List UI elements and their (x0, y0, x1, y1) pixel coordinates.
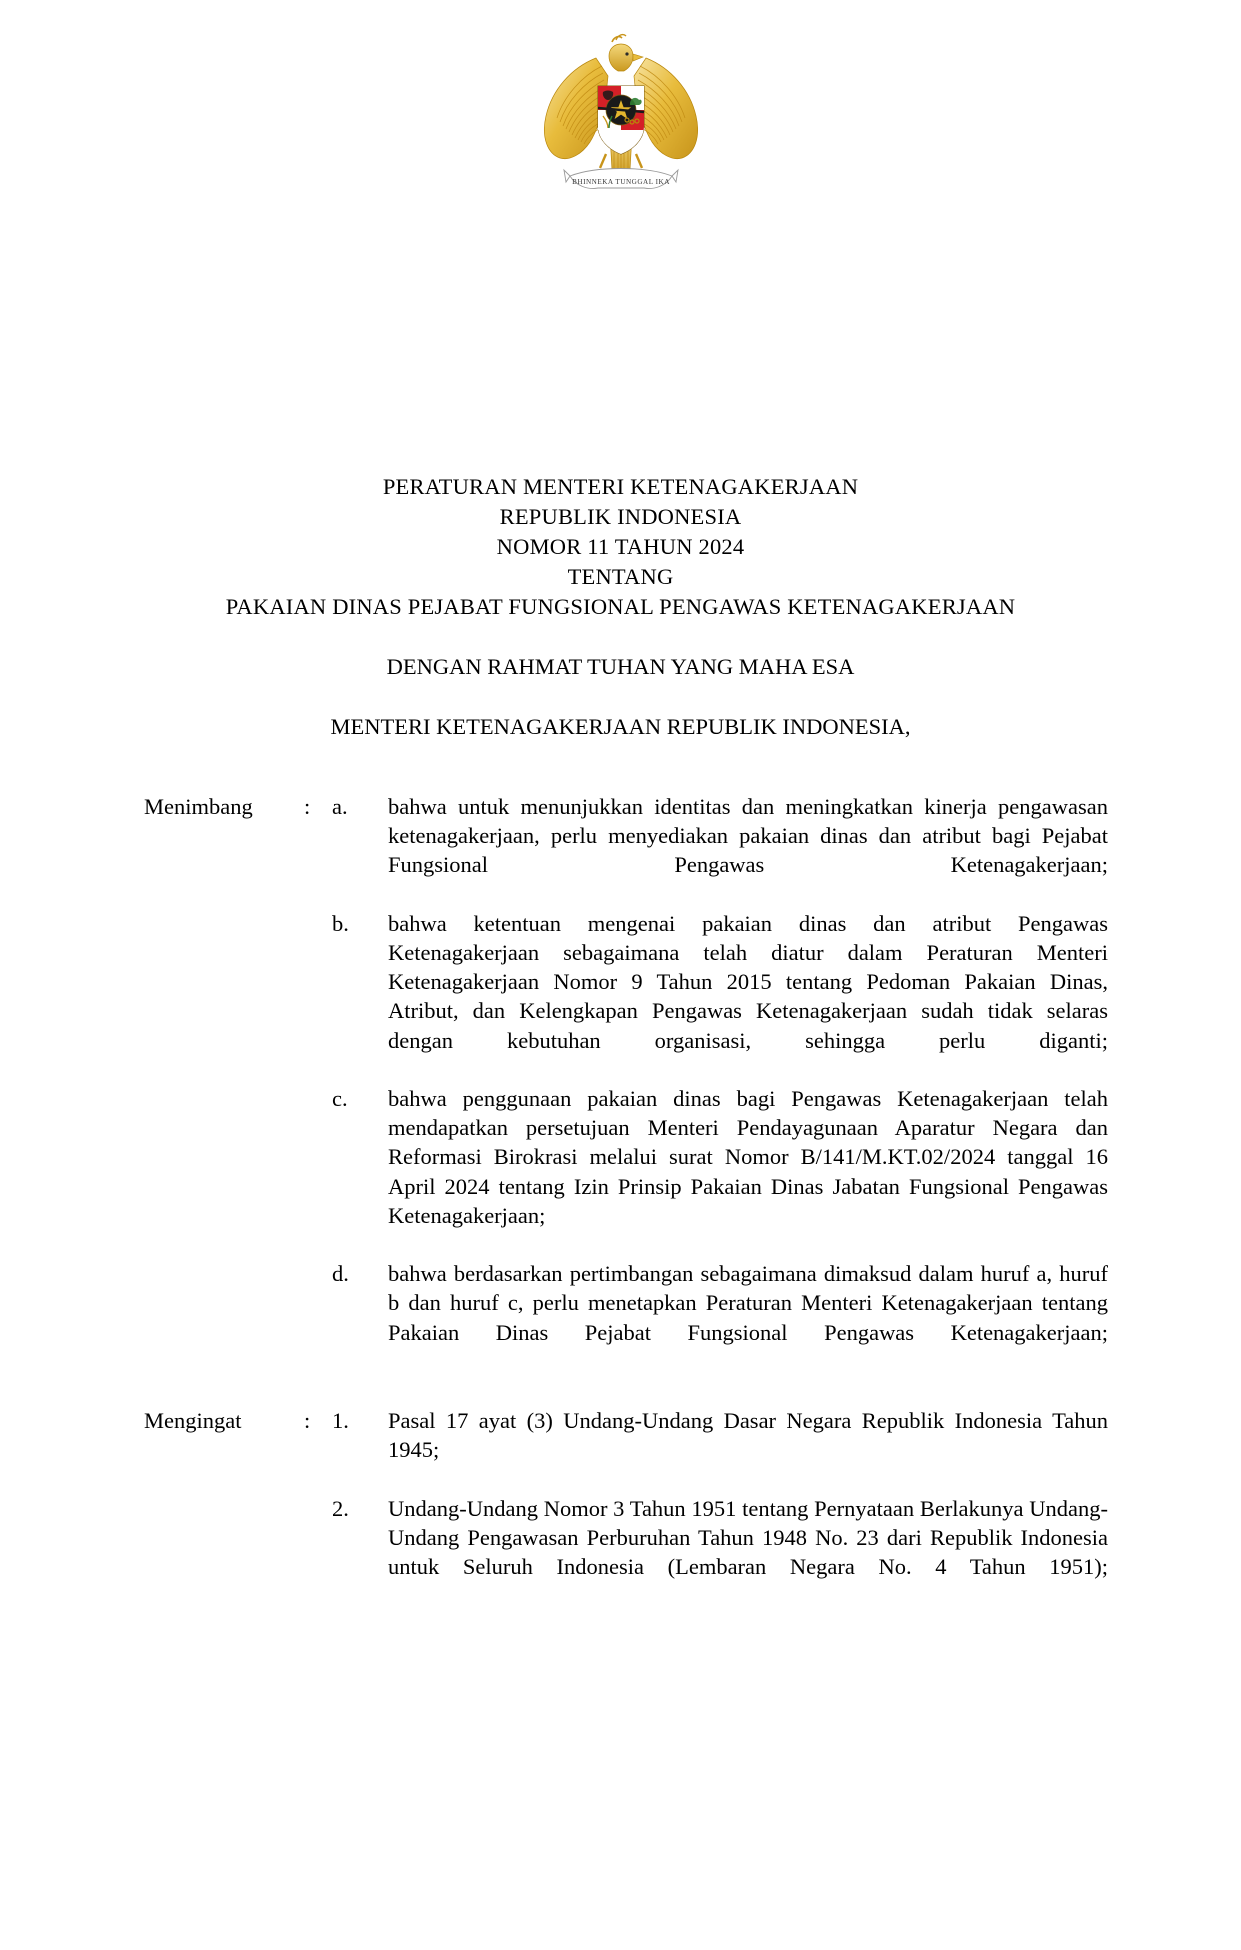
title-line-2: REPUBLIK INDONESIA (499, 504, 742, 529)
clause-colon-mengingat: : (304, 1408, 311, 1434)
clause-spacer (0, 1376, 1241, 1406)
title-line-4: TENTANG (567, 564, 674, 589)
clause-items-mengingat (332, 1406, 1108, 1610)
clause-label-mengingat: Mengingat (144, 1408, 242, 1434)
title-line-5: PAKAIAN DINAS PEJABAT FUNGSIONAL PENGAWAS KETENAGAKERJAAN (225, 594, 1016, 619)
item-marker-a: a. (332, 794, 348, 819)
emblem-container (0, 30, 1241, 195)
invocation-line: DENGAN RAHMAT TUHAN YANG MAHA ESA (386, 654, 855, 679)
item-text-b: bahwa ketentuan mengenai pakaian dinas dan atribut Pengawas Ketenagakerjaan sebagaimana telah diatur dalam Peraturan Menteri Ketenagakerjaan Nomor 9 Tahun 2015 tentang Pedoman Pakaian Dinas, Atribut, dan Kelengkapan Pengawas Ketenagakerjaan sudah tidak selaras dengan kebutuhan organisasi, sehingga perlu diganti; (388, 910, 1108, 1053)
list-item (332, 1259, 1108, 1376)
title-block (0, 472, 1241, 742)
title-spacer (0, 622, 1241, 652)
title-line-1: PERATURAN MENTERI KETENAGAKERJAAN (382, 474, 859, 499)
list-item (332, 1406, 1108, 1494)
garuda-pancasila-emblem (526, 30, 716, 195)
list-item (332, 792, 1108, 909)
item-marker-c: c. (332, 1086, 348, 1112)
clause-menimbang (0, 792, 1241, 1376)
item-text-d: bahwa berdasarkan pertimbangan sebagaimana dimaksud dalam huruf a, huruf b dan huruf c, perlu menetapkan Peraturan Menteri Ketenagakerjaan tentang Pakaian Dinas Pejabat Fungsional Pengawas Ketenagakerjaan; (388, 1261, 1108, 1345)
list-item (332, 909, 1108, 1084)
item-marker-2: 2. (332, 1495, 349, 1521)
item-marker-1: 1. (332, 1408, 349, 1434)
issuer-line: MENTERI KETENAGAKERJAAN REPUBLIK INDONESIA, (330, 714, 911, 739)
item-text-a: bahwa untuk menunjukkan identitas dan meningkatkan kinerja pengawasan ketenagakerjaan, perlu menyediakan pakaian dinas dan atribut bagi Pejabat Fungsional Pengawas Ketenagakerjaan; (388, 794, 1108, 878)
body-block (0, 792, 1241, 1610)
clause-colon-menimbang: : (304, 794, 311, 819)
invocation-spacer (0, 682, 1241, 712)
motto-ribbon (564, 169, 678, 189)
pancasila-shield (598, 86, 644, 154)
clause-items-menimbang (332, 792, 1108, 1376)
title-line-3: NOMOR 11 TAHUN 2024 (496, 534, 745, 559)
item-text-c: bahwa penggunaan pakaian dinas bagi Pengawas Ketenagakerjaan telah mendapatkan persetujuan Menteri Pendayagunaan Aparatur Negara dan Reformasi Birokrasi melalui surat Nomor B/141/M.KT.02/2024 tanggal 16 April 2024 tentang Izin Prinsip Pakaian Dinas Jabatan Fungsional Pengawas Ketenagakerjaan; (388, 1086, 1108, 1228)
item-text-2: Undang-Undang Nomor 3 Tahun 1951 tentang Pernyataan Berlakunya Undang-Undang Pengawasan Perburuhan Tahun 1948 No. 23 dari Republik Indonesia untuk Seluruh Indonesia (Lembaran Negara No. 4 Tahun 1951); (388, 1495, 1108, 1580)
item-marker-d: d. (332, 1261, 349, 1287)
motto-text: BHINNEKA TUNGGAL IKA (571, 178, 670, 186)
list-item (332, 1494, 1108, 1611)
garuda-head (609, 35, 643, 71)
list-item (332, 1084, 1108, 1259)
clause-label-menimbang: Menimbang (144, 794, 253, 819)
item-marker-b: b. (332, 910, 349, 936)
item-text-1: Pasal 17 ayat (3) Undang-Undang Dasar Negara Republik Indonesia Tahun 1945; (388, 1408, 1108, 1463)
clause-mengingat (0, 1406, 1241, 1610)
